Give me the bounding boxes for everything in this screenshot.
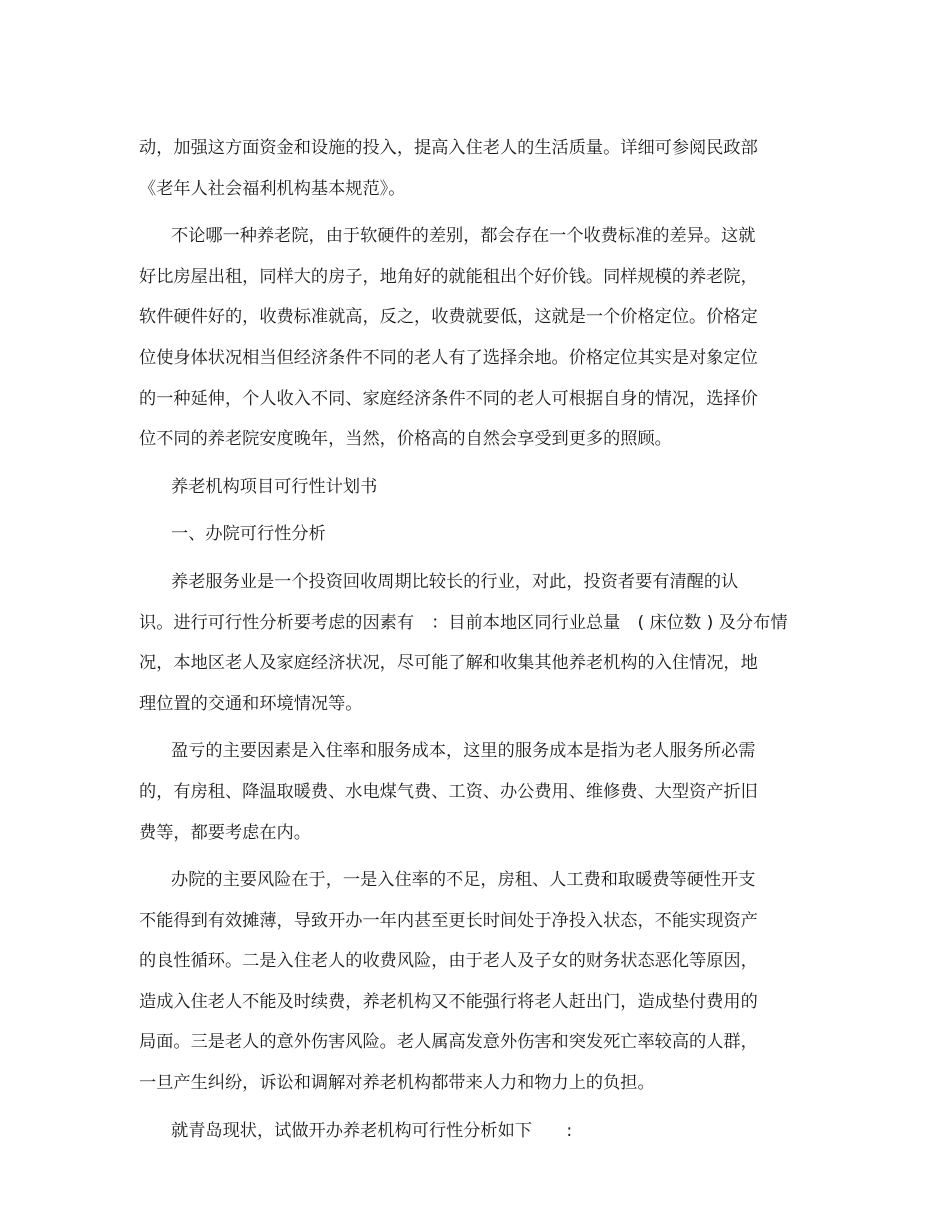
paragraph-pricing <box>139 216 799 460</box>
paragraph-continuation <box>139 128 799 209</box>
text-line: 动，加强这方面资金和设施的投入，提高入住老人的生活质量。详细可参阅民政部 <box>139 138 758 158</box>
text-line: 位使身体状况相当但经济条件不同的老人有了选择余地。价格定位其实是对象定位 <box>139 347 758 368</box>
text-line: 的，有房租、降温取暖费、水电煤气费、工资、办公费用、维修费、大型资产折旧 <box>139 781 758 802</box>
paragraph-risks <box>139 860 799 1104</box>
text-line: 况，本地区老人及家庭经济状况，尽可能了解和收集其他养老机构的入住情况，地 <box>139 653 758 674</box>
document-body <box>139 128 799 1158</box>
section-heading <box>139 467 799 508</box>
heading-line: 养老机构项目可行性计划书 <box>171 476 378 497</box>
text-line: 造成入住老人不能及时续费，养老机构又不能强行将老人赶出门，造成垫付费用的 <box>139 991 758 1012</box>
subsection-heading <box>139 514 799 555</box>
paragraph-profit-factors <box>139 731 799 853</box>
text-line: 《老年人社会福利机构基本规范》。 <box>139 178 406 199</box>
paragraph-feasibility <box>139 562 799 724</box>
text-line: 不能得到有效摊薄，导致开办一年内甚至更长时间处于净投入状态，不能实现资产 <box>139 910 758 931</box>
text-line: 费等，都要考虑在内。 <box>139 822 311 843</box>
text-line: 的良性循环。二是入住老人的收费风险，由于老人及子女的财务状态恶化等原因， <box>139 951 758 972</box>
text-line: 养老服务业是一个投资回收周期比较长的行业，对此，投资者要有清醒的认 <box>171 571 739 592</box>
text-line: 办院的主要风险在于，一是入住率的不足，房租、人工费和取暖费等硬性开支 <box>171 870 756 891</box>
text-line: 就青岛现状，试做开办养老机构可行性分析如下 : <box>171 1120 573 1141</box>
text-line: 理位置的交通和环境情况等。 <box>139 693 363 714</box>
text-line: 的一种延伸，个人收入不同、家庭经济条件不同的老人可根据自身的情况，选择价 <box>139 388 758 409</box>
text-line: 识。进行可行性分析要考虑的因素有 ：目前本地区同行业总量 ( 床位数 ) 及分布情 <box>139 612 788 633</box>
heading-line: 一、办院可行性分析 <box>171 524 326 545</box>
text-line: 局面。三是老人的意外伤害风险。老人属高发意外伤害和突发死亡率较高的人群， <box>139 1032 758 1053</box>
text-line: 软件硬件好的，收费标准就高，反之，收费就要低，这就是一个价格定位。价格定 <box>139 307 758 328</box>
paragraph-qingdao-intro <box>139 1111 799 1152</box>
text-line: 好比房屋出租，同样大的房子，地角好的就能租出个好价钱。同样规模的养老院， <box>139 266 758 287</box>
text-line: 位不同的养老院安度晚年，当然，价格高的自然会享受到更多的照顾。 <box>139 429 672 450</box>
text-line: 一旦产生纠纷，诉讼和调解对养老机构都带来人力和物力上的负担。 <box>139 1073 655 1094</box>
text-line: 不论哪一种养老院，由于软硬件的差别，都会存在一个收费标准的差异。这就 <box>171 226 756 247</box>
text-line: 盈亏的主要因素是入住率和服务成本，这里的服务成本是指为老人服务所必需 <box>171 741 756 762</box>
